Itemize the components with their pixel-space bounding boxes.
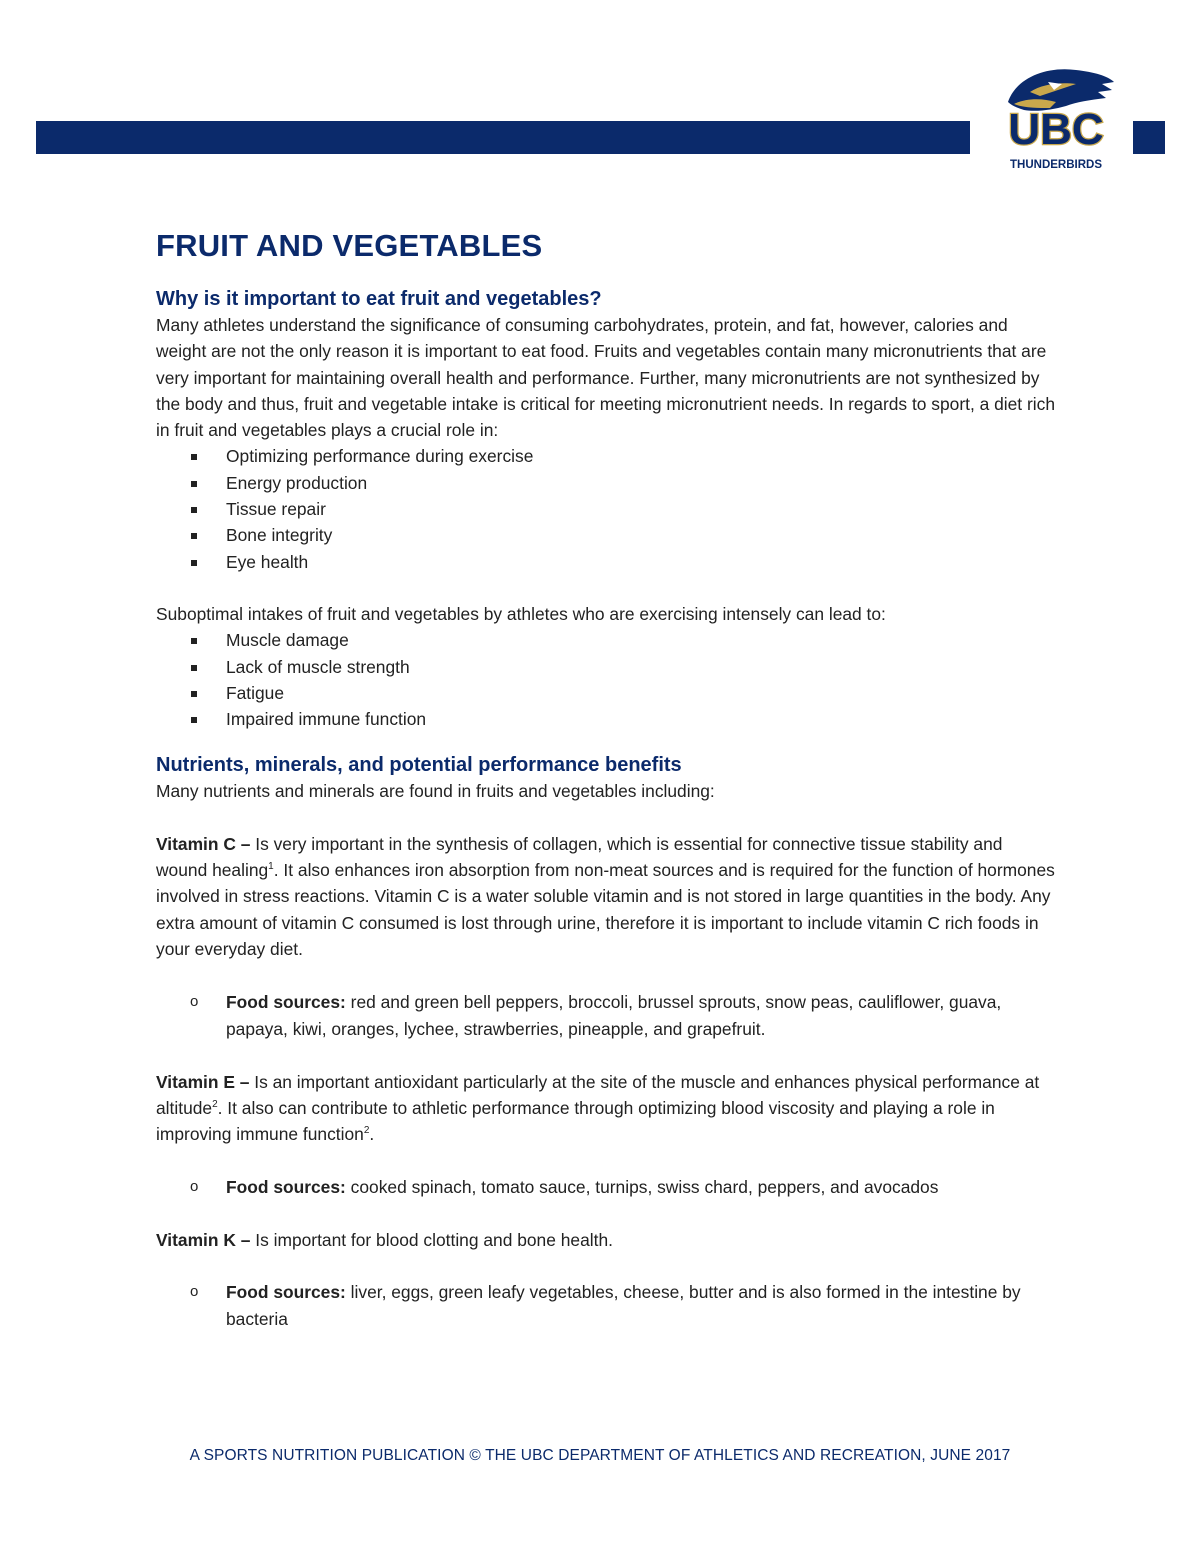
benefits-list <box>156 443 1056 574</box>
list-item: Bone integrity <box>156 522 1056 548</box>
list-item: Optimizing performance during exercise <box>156 443 1056 469</box>
vitamin-e-text-end: . <box>369 1124 375 1145</box>
header-band <box>36 121 970 154</box>
document-body <box>156 228 1056 1332</box>
vitamin-k-label: Vitamin K – <box>156 1230 251 1251</box>
vitamin-e-text: Is an important antioxidant particularly at the site of the muscle and enhances physical performance at altitude <box>156 1071 1040 1119</box>
page-title: FRUIT AND VEGETABLES <box>156 228 543 263</box>
food-sources-text: liver, eggs, green leafy vegetables, cheese, butter and is also formed in the intestine by bacteria <box>226 1282 1021 1329</box>
reference-marker: 2 <box>212 1099 218 1111</box>
section-intro: Many athletes understand the significance of consuming carbohydrates, protein, and fat, however, calories and weight are not the only reason it is important to eat food. Fruits and vegetables contain many micronutrients that are very important for maintaining overall health and performance. Further, many micronutrients are not synthesized by the body and thus, fruit and vegetable intake is critical for meeting micronutrient needs. In regards to sport, a diet rich in fruit and vegetables plays a crucial role in: <box>156 315 1055 441</box>
food-sources-text: cooked spinach, tomato sauce, turnips, swiss chard, peppers, and avocados <box>345 1176 939 1197</box>
ubc-thunderbirds-logo <box>990 62 1128 176</box>
vitamin-k-paragraph <box>156 1227 1056 1253</box>
risks-list <box>156 627 1056 732</box>
reference-marker: 2 <box>363 1125 370 1137</box>
vitamin-c-text-cont: . It also enhances iron absorption from non-meat sources and is required for the function of hormones involved in stress reactions. Vitamin C is a water soluble vitamin and is not stored in large quantities in the body. Any extra amount of vitamin C consumed is lost through urine, therefore it is important to include vitamin C rich foods in your everyday diet. <box>156 860 1055 959</box>
list-item: Eye health <box>156 549 1056 575</box>
list-item: Tissue repair <box>156 496 1056 522</box>
page-footer: A SPORTS NUTRITION PUBLICATION © THE UBC DEPARTMENT OF ATHLETICS AND RECREATION, JUNE 2017 <box>189 1447 1011 1464</box>
logo-subtext: THUNDERBIRDS <box>1010 159 1102 171</box>
vitamin-c-label: Vitamin C – <box>156 833 251 854</box>
vitamin-e-text-cont: . It also can contribute to athletic performance through optimizing blood viscosity and playing a role in improving immune function <box>156 1098 995 1145</box>
reference-marker: 1 <box>268 861 274 873</box>
vitamin-k-text: Is important for blood clotting and bone health. <box>250 1230 613 1251</box>
vitamin-e-label: Vitamin E – <box>156 1071 250 1092</box>
list-item: Fatigue <box>156 680 1056 706</box>
vitamin-k-food-sources <box>156 1279 1056 1332</box>
nutrients-intro: Many nutrients and minerals are found in fruits and vegetables including: <box>156 781 715 802</box>
list-item: Muscle damage <box>156 627 1056 653</box>
section-heading-nutrients: Nutrients, minerals, and potential performance benefits <box>156 754 682 777</box>
vitamin-c-food-sources <box>156 989 1056 1042</box>
header-band-end <box>1133 121 1165 154</box>
food-sources-label: Food sources: <box>226 992 346 1013</box>
logo-text: UBC <box>1008 105 1104 154</box>
food-sources-text: red and green bell peppers, broccoli, brussel sprouts, snow peas, cauliflower, guava, papaya, kiwi, oranges, lychee, strawberries, pineapple, and grapefruit. <box>226 992 1002 1039</box>
suboptimal-intro: Suboptimal intakes of fruit and vegetables by athletes who are exercising intensely can lead to: <box>156 603 886 624</box>
circle-bullet-icon: o <box>190 1177 199 1195</box>
vitamin-e-food-sources <box>156 1174 1056 1200</box>
food-sources-label: Food sources: <box>226 1282 346 1303</box>
vitamin-c-paragraph <box>156 831 1056 962</box>
list-item: Lack of muscle strength <box>156 654 1056 680</box>
food-sources-label: Food sources: <box>226 1176 346 1197</box>
vitamin-c-text: Is very important in the synthesis of collagen, which is essential for connective tissue stability and wound healing <box>156 833 1003 881</box>
list-item: Energy production <box>156 470 1056 496</box>
list-item: Impaired immune function <box>156 706 1056 732</box>
circle-bullet-icon: o <box>190 1283 199 1301</box>
section-heading-why: Why is it important to eat fruit and vegetables? <box>156 288 602 310</box>
vitamin-e-paragraph <box>156 1069 1056 1148</box>
circle-bullet-icon: o <box>190 993 199 1011</box>
